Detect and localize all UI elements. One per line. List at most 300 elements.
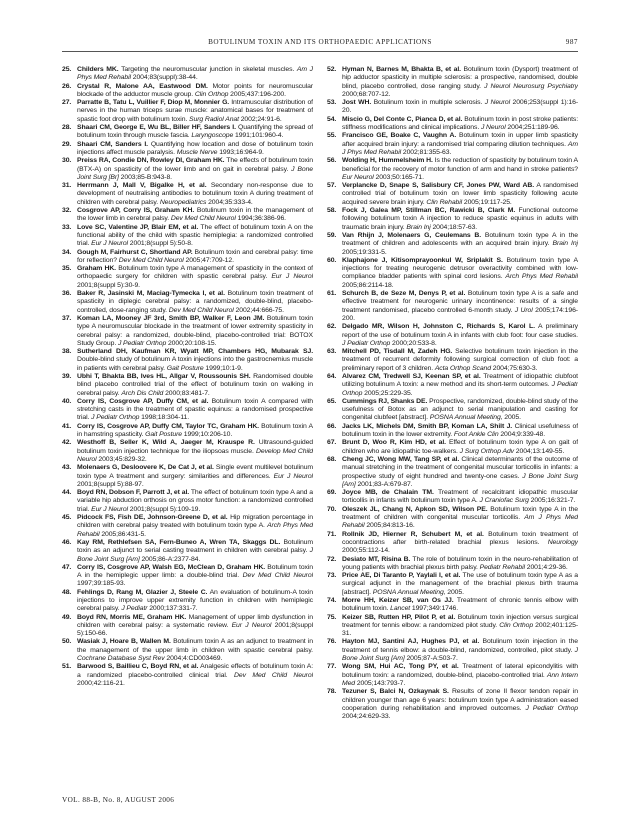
- reference-entry: [327, 423, 578, 440]
- reference-number: 56.: [327, 157, 337, 165]
- reference-entry: [327, 398, 578, 423]
- reference-details: 2005;143:793-7.: [355, 679, 406, 687]
- reference-details: 2005;87-A:503-7.: [404, 655, 458, 663]
- reference-journal: Eur J Neurol: [271, 273, 313, 281]
- reference-text: [77, 315, 313, 348]
- reference-authors: Boyd RN, Morris ME, Graham HK.: [77, 613, 187, 621]
- reference-authors: Klaphajone J, Kitisomprayoonkul W, Sriplakit S.: [342, 256, 503, 264]
- reference-authors: Kay RM, Rethlefsen SA, Fern-Buneo A, Wren TA, Skaggs DL.: [77, 538, 281, 546]
- reference-text: [77, 638, 313, 663]
- reference-entry: [62, 663, 313, 688]
- reference-title: An evaluation of botulinum-A toxin injections to improve upper extremity function in children with hemiplegic cerebral palsy.: [77, 588, 313, 613]
- reference-entry: [62, 83, 313, 100]
- reference-details: 2003;50:165-71.: [373, 173, 424, 181]
- reference-number: 25.: [62, 66, 72, 73]
- reference-number: 26.: [62, 82, 72, 90]
- reference-details: 2003;85-B:943-8.: [118, 173, 172, 181]
- reference-title: Treatment of idiopathic clubfoot utilizing botulinum A toxin: a new method and its short-term outcomes.: [342, 372, 578, 389]
- reference-number: 58.: [327, 207, 337, 215]
- reference-journal: Dev Med Child Neurol: [118, 256, 184, 264]
- reference-authors: Cummings RJ, Shanks DE.: [342, 397, 428, 405]
- reference-column-left: [62, 66, 313, 791]
- reference-authors: Hyman N, Barnes M, Bhakta B, et al.: [342, 66, 461, 73]
- reference-entry: [327, 614, 578, 639]
- reference-entry: [327, 66, 578, 99]
- reference-journal: Lancet: [390, 605, 411, 613]
- reference-number: 29.: [62, 140, 72, 148]
- reference-authors: Childers MK.: [77, 66, 119, 73]
- reference-authors: Morre HH, Keizer SB, van Os JJ.: [342, 597, 454, 604]
- reference-number: 63.: [327, 348, 337, 356]
- reference-journal: Cochrane Database Syst Rev: [77, 655, 165, 663]
- reference-title: Botulinum toxin treatment of spasticity in diplegic cerebral palsy: a randomized, double-blind, placebo-controlled, dose-ranging study.: [77, 290, 313, 314]
- reference-journal: Neuropediatrics: [159, 198, 207, 206]
- reference-details: 2000;20:533-8.: [390, 339, 437, 347]
- reference-title: The effects of botulinum toxin (BTX-A) on spasticity of the lower limb and on gait in cerebral palsy.: [77, 157, 313, 173]
- reference-authors: Preiss RA, Condie DN, Rowley DI, Graham HK.: [77, 157, 225, 165]
- reference-text: [342, 99, 578, 116]
- reference-authors: Ubhi T, Bhakta BB, Ives HL, Allgar V, Roussounis SH.: [77, 372, 251, 380]
- reference-details: 2001;8(suppl 5):88-97.: [77, 480, 144, 488]
- reference-journal: Gait Posture: [166, 364, 204, 372]
- reference-number: 31.: [62, 182, 72, 190]
- reference-journal: Eur J Neurol: [91, 240, 128, 248]
- reference-title: Botulinum toxin (Dysport) treatment of hip adductor spasticity in multiple sclerosis: a prospective, randomised, double blind, placebo controlled, dose ranging study.: [342, 66, 578, 90]
- reference-number: 38.: [62, 348, 72, 356]
- reference-text: [77, 663, 313, 688]
- reference-details: 2005;437:196-200.: [228, 90, 286, 98]
- reference-text: [77, 614, 313, 639]
- reference-authors: Gough M, Fairhurst C, Shortland AP.: [77, 248, 193, 256]
- reference-entry: [62, 157, 313, 182]
- reference-journal: J Pediatr Orthop: [91, 414, 140, 422]
- reference-number: 75.: [327, 613, 337, 621]
- reference-text: [77, 224, 313, 249]
- reference-authors: Cheng JC, Wong MW, Tang SP, et al.: [342, 455, 460, 463]
- reference-entry: [327, 157, 578, 182]
- reference-entry: [62, 638, 313, 663]
- reference-details: 2002;401:125-31.: [342, 621, 578, 638]
- reference-title: Botulinum toxin type A management of spasticity in the context of orthopaedic surgery for children with spastic cerebral palsy.: [77, 265, 313, 281]
- running-header-title: BOTULINUM TOXIN AND ITS ORTHOPAEDIC APPLICATIONS: [208, 38, 432, 46]
- reference-number: 39.: [62, 372, 72, 380]
- reference-authors: Wolding H, Hummelsheim H.: [342, 157, 433, 165]
- reference-title: Treatment of recalcitrant idiopathic muscular torticollis in infants with botulinum toxin type A.: [342, 489, 578, 505]
- reference-text: [77, 423, 313, 440]
- reference-number: 72.: [327, 555, 337, 563]
- reference-authors: Graham HK.: [77, 265, 116, 273]
- reference-text: [342, 257, 578, 290]
- reference-entry: [327, 257, 578, 290]
- reference-entry: [327, 572, 578, 597]
- reference-authors: Love SC, Valentine JP, Blair EM, et al.: [77, 223, 199, 231]
- reference-details: 2002;44:666-75.: [233, 306, 284, 314]
- reference-entry: [327, 323, 578, 348]
- reference-details: 2001;4:29-36.: [524, 563, 568, 571]
- reference-title: Botulinum toxin in multiple sclerosis.: [371, 99, 485, 107]
- reference-details: 2004;35:333-4.: [206, 198, 253, 206]
- reference-entry: [62, 348, 313, 373]
- reference-number: 73.: [327, 572, 337, 580]
- reference-entry: [62, 373, 313, 398]
- journal-issue-footer: VOL. 88-B, No. 8, AUGUST 2006: [62, 796, 175, 804]
- reference-entry: [62, 66, 313, 83]
- reference-number: 45.: [62, 514, 72, 522]
- reference-journal: J Neurol: [484, 99, 511, 107]
- reference-title: Clinical usefulness of botulinum toxin in the lower extremity.: [342, 422, 578, 439]
- reference-journal: POSNA Annual Meeting: [429, 414, 501, 422]
- reference-text: [342, 531, 578, 556]
- reference-number: 48.: [62, 588, 72, 596]
- reference-entry: [327, 232, 578, 257]
- reference-number: 76.: [327, 638, 337, 646]
- reference-journal: Acta Orthop Scand: [434, 364, 491, 372]
- reference-text: [342, 597, 578, 614]
- reference-number: 33.: [62, 223, 72, 231]
- reference-journal: Clin Rehabil: [426, 198, 463, 206]
- reference-text: [342, 290, 578, 323]
- reference-text: [77, 489, 313, 514]
- reference-journal: Arch Dis Child: [121, 389, 164, 397]
- reference-details: 2000;83:481-7.: [163, 389, 210, 397]
- reference-journal: J Neurol Neurosurg Psychiatry: [484, 82, 578, 90]
- reference-journal: Eur Neurol: [342, 173, 374, 181]
- reference-title: Management of upper limb dysfunction in children with cerebral palsy: a systematic review.: [77, 613, 313, 629]
- reference-number: 60.: [327, 256, 337, 264]
- reference-title: Hip migration percentage in children with cerebral palsy treated with botulinum toxin type A.: [77, 514, 313, 530]
- reference-text: [342, 207, 578, 232]
- reference-journal: J Bone Joint Surg [Am]: [342, 472, 578, 488]
- reference-text: [342, 398, 578, 423]
- reference-title: The effect of botulinum toxin type A and a variable hip abduction orthosis on gross motor function: a randomized controlled trial.: [77, 489, 313, 513]
- reference-authors: Mitchell PD, Tisdall M, Zadeh HG.: [342, 348, 453, 356]
- reference-details: , 2005.: [500, 414, 521, 422]
- reference-journal: Dev Med Child Neurol: [170, 215, 236, 223]
- reference-entry: [62, 249, 313, 266]
- reference-authors: Herrmann J, Mall V, Bigalke H, et al.: [77, 182, 207, 190]
- reference-title: Intramuscular distribution of nerves in the human triceps surae muscle: anatomical bases for treatment of spastic foot drop with botulinum toxin.: [77, 99, 313, 123]
- reference-text: [342, 556, 578, 573]
- reference-title: The effect of botulinum toxin A on the functional ability of the child with spastic hemiplegia: a randomized controlled trial.: [77, 223, 313, 248]
- reference-journal: Dev Med Child Neurol: [168, 306, 234, 314]
- reference-number: 77.: [327, 663, 337, 671]
- reference-title: Botulinum toxin treatment of cocontractions after birth-related brachial plexus lesions.: [342, 530, 578, 546]
- reference-number: 35.: [62, 265, 72, 273]
- reference-text: [77, 439, 313, 464]
- reference-entry: [327, 348, 578, 373]
- reference-text: [342, 423, 578, 440]
- reference-title: A preliminary report of the use of botulinum toxin A in infants with club foot: four case studies.: [342, 323, 578, 339]
- reference-text: [342, 663, 578, 688]
- reference-title: The use of botulinum toxin type A as a surgical adjunct in the management of the brachial plexus birth trauma [abstract].: [342, 572, 578, 596]
- reference-entry: [327, 207, 578, 232]
- reference-entry: [62, 439, 313, 464]
- reference-text: [77, 589, 313, 614]
- reference-text: [342, 182, 578, 207]
- reference-title: Botulinum toxin A in the hemiplegic upper limb: a double-blind trial.: [77, 563, 313, 580]
- reference-journal: J Neurol: [480, 124, 506, 132]
- reference-number: 59.: [327, 231, 337, 239]
- reference-number: 78.: [327, 688, 337, 696]
- reference-authors: Westhoff B, Seller K, Wild A, Jaeger M, Krauspe R.: [77, 439, 255, 447]
- reference-text: [77, 373, 313, 398]
- reference-title: Treatment of lateral epicondylitis with botulinum toxin: a randomized, double-blind, placebo-controlled trial.: [342, 663, 578, 679]
- reference-text: [77, 564, 313, 589]
- reference-title: Ultrasound-guided botulinum toxin injection technique for the iliopsoas muscle.: [77, 439, 313, 455]
- reference-authors: Barwood S, Baillieu C, Boyd RN, et al.: [77, 663, 199, 671]
- reference-details: 2004;75:630-3.: [490, 364, 538, 372]
- reference-title: Single event multilevel botulinum toxin type A treatment and surgery: similarities and differences.: [77, 464, 313, 480]
- reference-text: [342, 489, 578, 506]
- reference-authors: Delgado MR, Wilson H, Johnston C, Richards S, Karol L.: [342, 323, 535, 331]
- reference-title: Botulinum toxin A as an adjunct to treatment in the management of the upper limb in children with spastic cerebral palsy.: [77, 638, 313, 654]
- reference-details: 1997;39:185-93.: [77, 580, 126, 588]
- reference-journal: Develop Med Child Neurol: [77, 447, 313, 463]
- reference-entry: [327, 638, 578, 663]
- reference-details: 2004;9:339-48.: [498, 431, 545, 439]
- reference-title: Botulinum toxin type A is a safe and effective treatment for neurogenic urinary incontinence: results of a single treatment randomised, placebo controlled 6-month study.: [342, 290, 578, 314]
- reference-journal: Dev Med Child Neurol: [234, 671, 313, 679]
- reference-authors: Oleszek JL, Chang N, Apkon SD, Wilson PE.: [342, 505, 488, 513]
- reference-authors: Wasiak J, Hoare B, Wallen M.: [77, 638, 171, 646]
- reference-authors: Keizer SB, Rutten HP, Pilot P, et al.: [342, 613, 456, 621]
- reference-title: Botulinum toxin and cerebral palsy: time for reflection?: [77, 248, 313, 264]
- reference-journal: Pediatr Rehabil: [479, 563, 525, 571]
- reference-journal: Dev Med Child Neurol: [242, 572, 313, 580]
- reference-details: 2002;81:355-63.: [401, 148, 452, 156]
- reference-text: [77, 157, 313, 182]
- reference-title: Botulinum toxin type A in the treatment of children with congenital muscular torticollis.: [342, 505, 578, 522]
- reference-entry: [62, 315, 313, 348]
- reference-entry: [62, 564, 313, 589]
- reference-entry: [62, 207, 313, 224]
- reference-authors: Pidcock FS, Fish DE, Johnson-Greene D, et al.: [77, 514, 228, 522]
- reference-title: Botulinum toxin type A neuromuscular blockade in the treatment of lower extremity spasticity in cerebral palsy: a randomized, double-blind, placebo-controlled trial: BOTOX Study Group.: [77, 314, 313, 347]
- reference-number: 51.: [62, 663, 72, 671]
- reference-details: 2005;86:2114-18.: [342, 281, 394, 289]
- reference-details: 2001;8(suppl 5):50-8.: [127, 240, 193, 248]
- reference-number: 50.: [62, 638, 72, 646]
- reference-journal: Eur J Neurol: [273, 472, 313, 480]
- reference-authors: Parratte B, Tatu L, Vuillier F, Diop M, Monnier G.: [77, 99, 230, 107]
- reference-number: 54.: [327, 115, 337, 123]
- reference-title: Quantifying the spread of botulinum toxin through muscle fascia.: [77, 124, 313, 140]
- reference-details: 2004;251:189-96.: [505, 124, 560, 132]
- reference-journal: Brain Inj: [406, 223, 431, 231]
- reference-number: 49.: [62, 613, 72, 621]
- reference-details: 2004;13:149-55.: [513, 447, 565, 455]
- reference-entry: [62, 141, 313, 158]
- reference-authors: Koman LA, Mooney JF 3rd, Smith BP, Walker F, Leon JM.: [77, 314, 265, 322]
- reference-text: [77, 99, 313, 124]
- reference-entry: [327, 182, 578, 207]
- reference-title: Botulinum toxin type A in the treatment of children and adolescents with an acquired brain injury.: [342, 231, 578, 248]
- reference-number: 30.: [62, 157, 72, 165]
- reference-entry: [62, 464, 313, 489]
- reference-entry: [62, 99, 313, 124]
- reference-text: [77, 124, 313, 141]
- reference-authors: Corry IS, Cosgrove AP, Duffy CM, et al.: [77, 397, 209, 405]
- reference-entry: [327, 456, 578, 489]
- reference-journal: POSNA Annual Meeting: [372, 588, 444, 596]
- reference-entry: [327, 439, 578, 456]
- reference-authors: Jacks LK, Michels DM, Smith BP, Koman LA, Shilt J.: [342, 422, 513, 430]
- reference-number: 47.: [62, 563, 72, 571]
- reference-number: 40.: [62, 397, 72, 405]
- reference-details: 2001;8(suppl 5):150-66.: [77, 621, 313, 638]
- reference-number: 43.: [62, 464, 72, 472]
- reference-journal: Eur J Neurol: [231, 621, 272, 629]
- reference-journal: Gait Posture: [145, 431, 182, 439]
- reference-number: 61.: [327, 290, 337, 298]
- reference-details: 2000;20:108-15.: [166, 339, 217, 347]
- reference-text: [342, 373, 578, 398]
- reference-journal: J Pediatr: [121, 605, 148, 613]
- reference-journal: Am J Phys Med Rehabil: [77, 66, 313, 82]
- reference-details: 2000;55:112-14.: [342, 547, 390, 555]
- reference-entry: [327, 597, 578, 614]
- reference-text: [77, 182, 313, 207]
- reference-title: Botulinum toxin A compared with stretching casts in the treatment of spastic equinus: a randomised prospective trial.: [77, 397, 313, 422]
- reference-entry: [62, 423, 313, 440]
- reference-journal: J Pediatr Orthop: [525, 704, 578, 712]
- reference-text: [77, 398, 313, 423]
- reference-number: 55.: [327, 132, 337, 140]
- reference-details: 2003;45:829-32.: [96, 455, 147, 463]
- reference-title: Effect of botulinum toxin type A on gait of children who are idiopathic toe-walkers.: [342, 439, 578, 455]
- reference-details: 2005;25:229-35.: [362, 389, 413, 397]
- running-header: [62, 38, 578, 52]
- reference-authors: Miscio G, Del Conte C, Pianca D, et al.: [342, 115, 463, 123]
- reference-journal: Muscle Nerve: [176, 148, 218, 156]
- reference-authors: Jost WH.: [342, 99, 372, 107]
- reference-entry: [327, 373, 578, 398]
- reference-authors: Fehlings D, Rang M, Glazier J, Steele C.: [77, 588, 208, 596]
- reference-number: 32.: [62, 207, 72, 215]
- reference-number: 27.: [62, 99, 72, 107]
- reference-text: [77, 207, 313, 224]
- reference-number: 44.: [62, 489, 72, 497]
- reference-entry: [62, 489, 313, 514]
- reference-authors: Molenaers G, Desloovere K, De Cat J, et al.: [77, 464, 214, 472]
- reference-journal: J Bone Joint Surg [Am]: [77, 547, 313, 563]
- reference-authors: Wong SM, Hui AC, Tong PY, et al.: [342, 663, 459, 671]
- reference-text: [342, 456, 578, 489]
- reference-column-right: [327, 66, 578, 791]
- reference-entry: [62, 514, 313, 539]
- reference-text: [342, 157, 578, 182]
- reference-number: 65.: [327, 397, 337, 405]
- reference-authors: Rollnik JD, Hierner R, Schubert M, et al.: [342, 530, 484, 538]
- reference-number: 70.: [327, 505, 337, 513]
- reference-entry: [327, 506, 578, 531]
- reference-entry: [327, 489, 578, 506]
- reference-entry: [62, 589, 313, 614]
- reference-details: 2000;137:331-7.: [147, 605, 198, 613]
- reference-number: 37.: [62, 314, 72, 322]
- reference-authors: Van Rhijn J, Molenaers G, Ceulemans B.: [342, 231, 482, 239]
- reference-authors: Desiato MT, Risina B.: [342, 555, 411, 563]
- reference-authors: Price AE, Di Taranto P, Yaylali I, et al.: [342, 572, 461, 580]
- reference-text: [342, 348, 578, 373]
- reference-journal: J Craniofac Surg: [479, 497, 529, 505]
- reference-details: 1993;16:964-9.: [217, 148, 264, 156]
- reference-authors: Sutherland DH, Kaufman KR, Wyatt MP, Chambers HG, Mubarak SJ.: [77, 348, 313, 356]
- reference-entry: [62, 182, 313, 207]
- reference-text: [77, 249, 313, 266]
- reference-entry: [327, 99, 578, 116]
- reference-details: 2004;18:57-63.: [430, 223, 478, 231]
- reference-authors: Schurch B, de Seze M, Denys P, et al.: [342, 290, 466, 298]
- reference-journal: Brain Inj: [552, 240, 578, 248]
- reference-entry: [327, 116, 578, 133]
- reference-number: 41.: [62, 422, 72, 430]
- reference-number: 57.: [327, 182, 337, 190]
- reference-details: 2005;47:709-12.: [183, 256, 234, 264]
- reference-number: 53.: [327, 99, 337, 107]
- reference-entry: [62, 398, 313, 423]
- reference-title: Selective botulinum toxin injection in the treatment of recurrent deformity following surgical correction of club foot: a preliminary report of 3 children.: [342, 348, 578, 372]
- reference-text: [342, 116, 578, 133]
- reference-details: 2005;19:331-5.: [342, 248, 387, 256]
- reference-number: 67.: [327, 439, 337, 447]
- reference-journal: Foot Ankle Clin: [453, 431, 499, 439]
- reference-journal: Clin Orthop: [194, 90, 229, 98]
- reference-details: 2004;83(suppl):38-44.: [130, 74, 198, 82]
- reference-authors: Boyd RN, Dobson F, Parrott J, et al.: [77, 489, 190, 497]
- reference-details: 1997;349:1746.: [410, 605, 459, 613]
- reference-text: [342, 614, 578, 639]
- reference-title: Botulinum toxin A in hamstring spasticity.: [77, 422, 313, 439]
- reference-journal: Am J Phys Med Rehabil: [342, 140, 578, 156]
- reference-entry: [327, 688, 578, 721]
- reference-details: 1999;10:206-10.: [181, 431, 233, 439]
- reference-text: [77, 514, 313, 539]
- reference-journal: Ann Intern Med: [342, 671, 578, 687]
- reference-entry: [327, 531, 578, 556]
- reference-authors: Hayton MJ, Santini AJ, Hughes PJ, et al.: [342, 638, 480, 646]
- reference-authors: Baker R, Jasinski M, Maciag-Tymecka I, et al.: [77, 290, 225, 298]
- reference-text: [342, 572, 578, 597]
- reference-authors: Verplancke D, Snape S, Salisbury CF, Jones PW, Ward AB.: [342, 182, 534, 190]
- reference-number: 66.: [327, 422, 337, 430]
- reference-text: [77, 539, 313, 564]
- reference-details: 2000;42:116-21.: [77, 679, 125, 687]
- reference-text: [77, 141, 313, 158]
- reference-details: 2005;86-A:2377-84.: [139, 555, 201, 563]
- reference-title: Randomised double blind placebo controlled trial of the effect of botulinum toxin on walking in cerebral palsy.: [77, 372, 313, 397]
- reference-entry: [62, 265, 313, 290]
- reference-text: [77, 83, 313, 100]
- reference-text: [342, 439, 578, 456]
- reference-entry: [62, 614, 313, 639]
- reference-number: 71.: [327, 530, 337, 538]
- reference-entry: [62, 290, 313, 315]
- reference-number: 69.: [327, 489, 337, 497]
- reference-details: 2005;86:431-5.: [99, 530, 146, 538]
- reference-text: [77, 348, 313, 373]
- reference-title: Results of zone II flexor tendon repair in children younger than age 6 years: botulinum toxin type A administration eased cooperation during rehabilitation and improved outcomes.: [342, 688, 578, 712]
- reference-authors: Corry IS, Cosgrove AP, Walsh EG, McClean D, Graham HK.: [77, 563, 266, 571]
- reference-title: A randomised controlled trial of botulinum toxin on lower limb spasticity following acute acquired severe brain injury.: [342, 182, 578, 206]
- reference-text: [77, 290, 313, 315]
- reference-title: Botulinum toxin type A injections for treating neurogenic detrusor overactivity combined with low-compliance bladder patients with spinal cord lesions.: [342, 256, 578, 281]
- reference-title: Motor points for neuromuscular blockade of the adductor muscle group.: [77, 82, 313, 98]
- reference-text: [342, 232, 578, 257]
- reference-number: 62.: [327, 323, 337, 331]
- reference-journal: Laryngoscope: [191, 132, 234, 140]
- reference-title: Treatment of chronic tennis elbow with botulinum toxin.: [342, 597, 578, 613]
